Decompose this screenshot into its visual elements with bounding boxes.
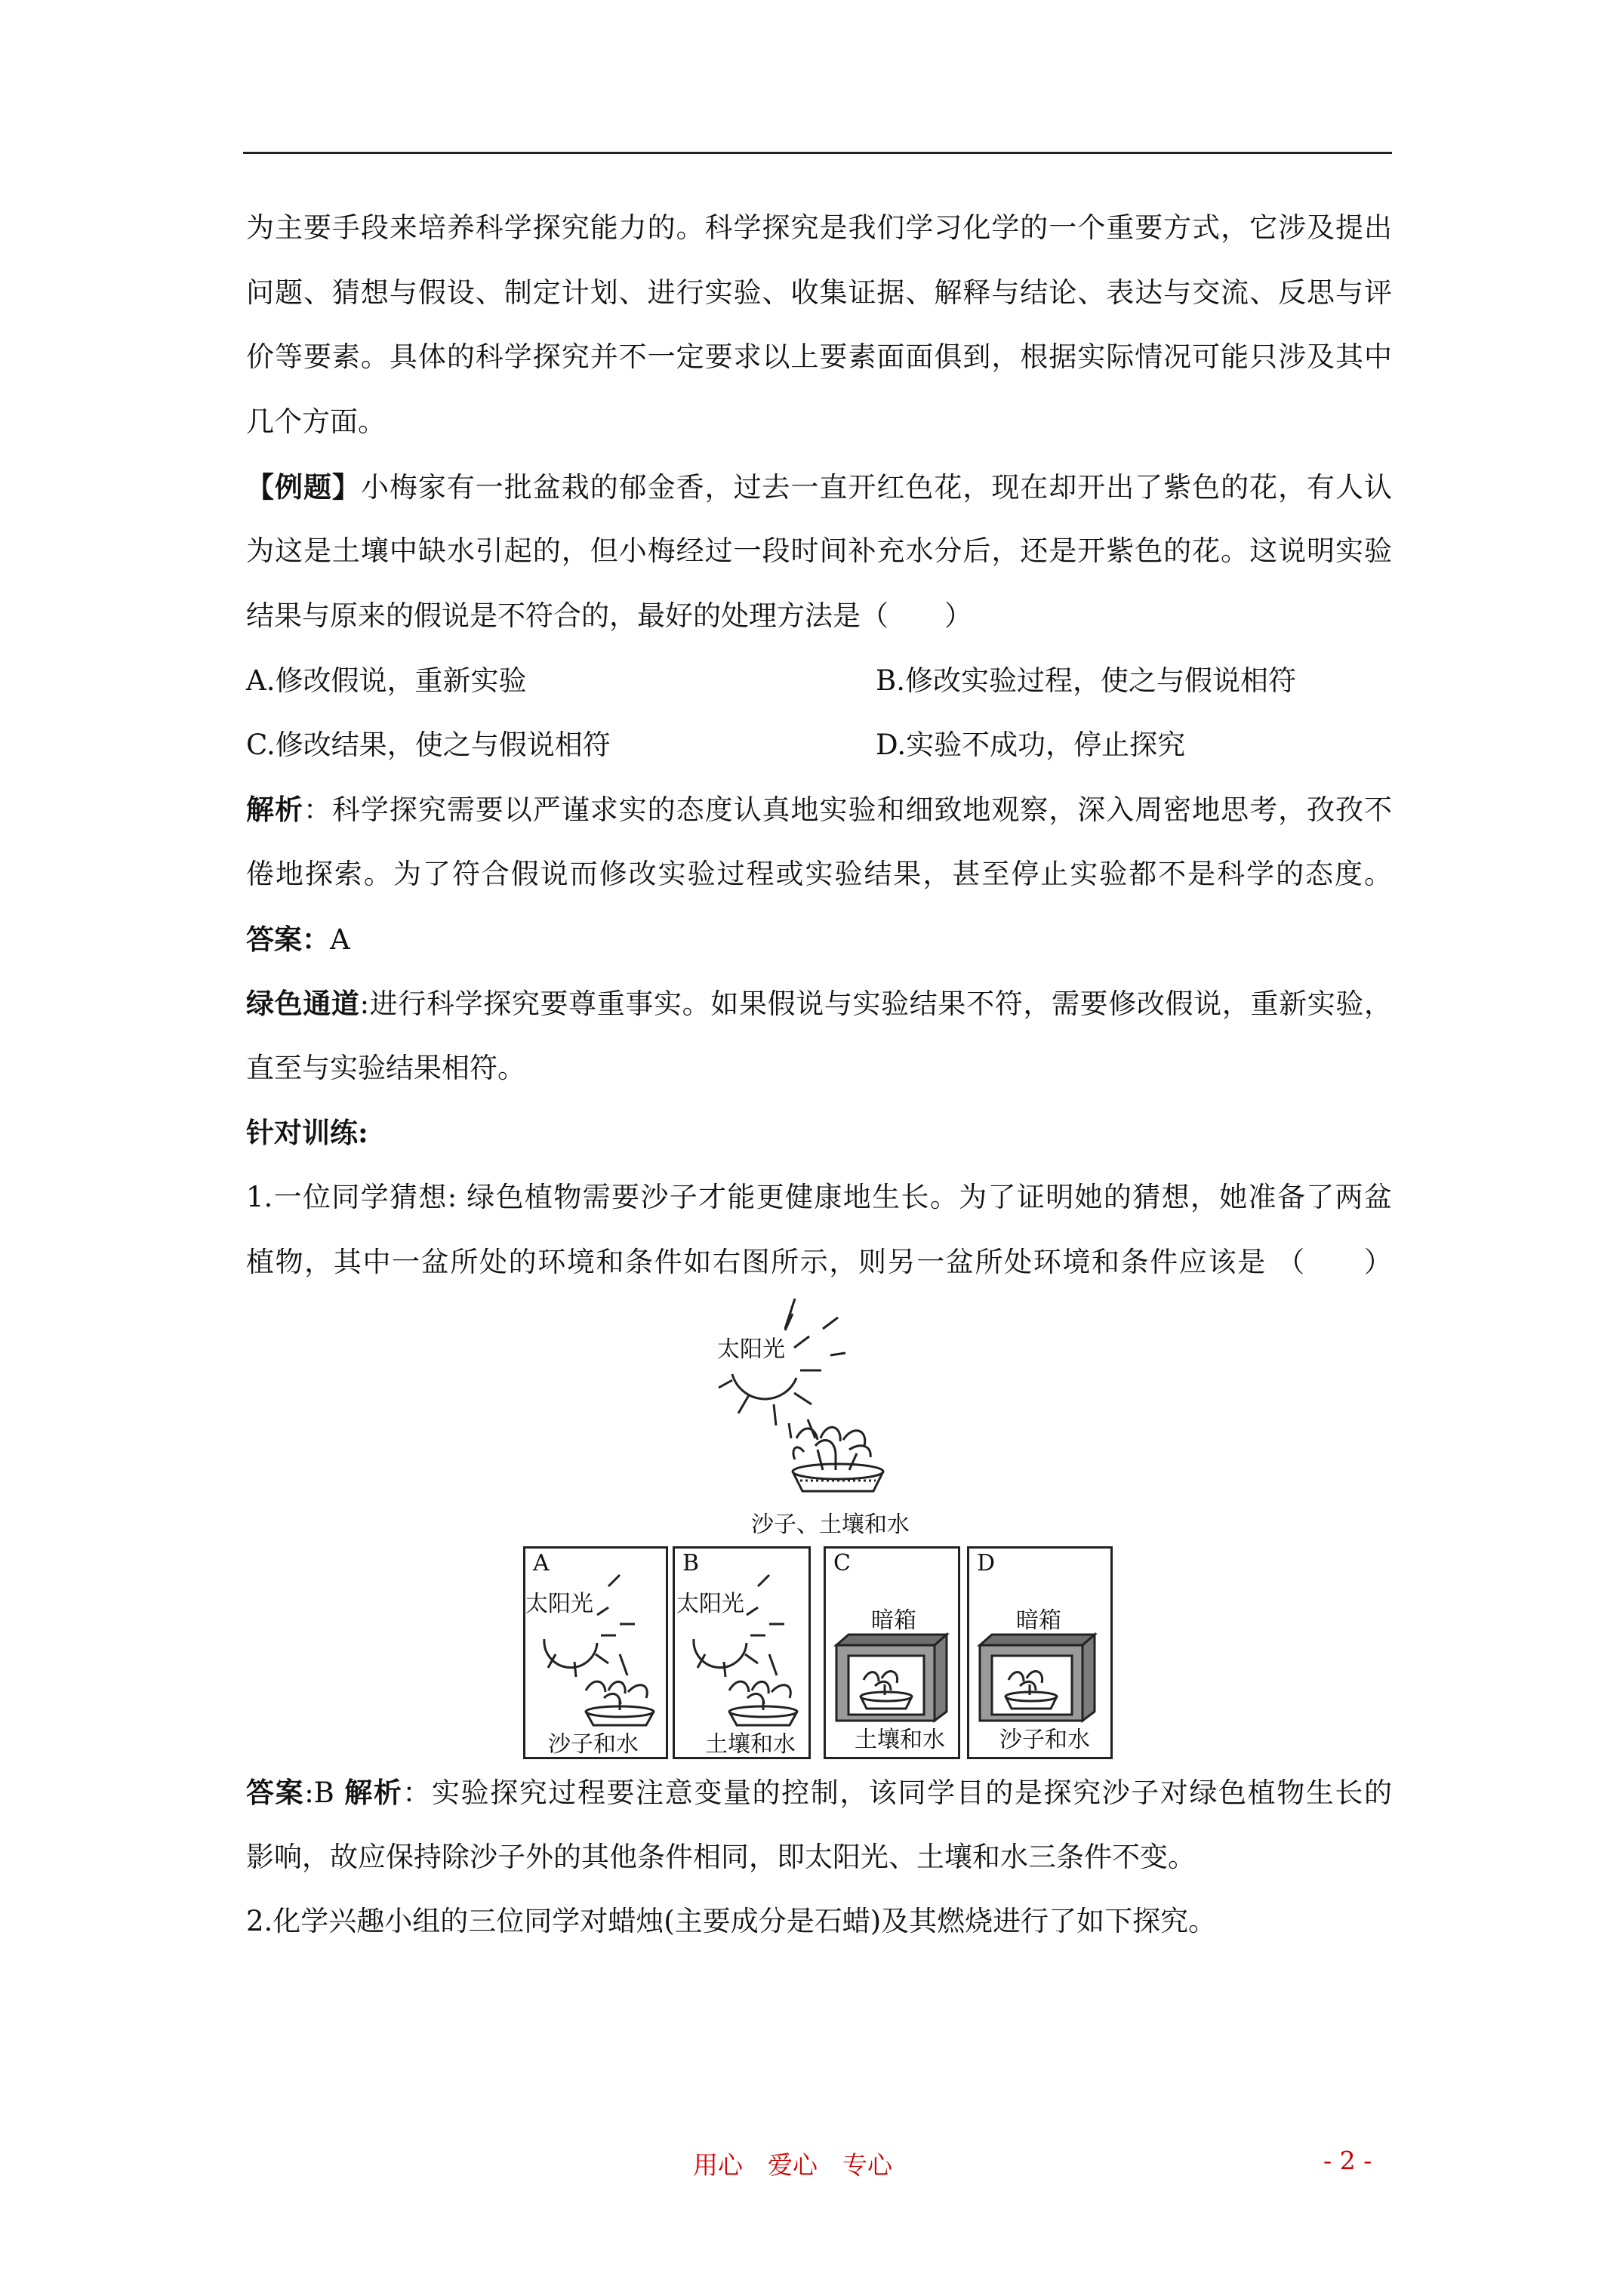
main-sun-label: 太阳光 (717, 1336, 785, 1363)
answer-value: A (330, 923, 350, 956)
main-plant-pot-icon (781, 1416, 895, 1499)
panel-d-dark-box-icon (977, 1633, 1105, 1731)
practice-answer-value: :B (304, 1777, 345, 1809)
practice-analysis-label: 解析 (344, 1776, 403, 1809)
answer-line (246, 923, 350, 957)
analysis-line-1 (246, 793, 1392, 827)
analysis-label: 解析 (246, 793, 303, 826)
example-line-2: 为这是土壤中缺水引起的，但小梅经过一段时间补充水分后，还是开紫色的花。这说明实验 (246, 535, 1392, 567)
panel-b-top: 太阳光 (676, 1591, 744, 1617)
example-line-3: 结果与原来的假说是不符合的，最好的处理方法是（ ） (246, 599, 972, 632)
intro-line-3: 价等要素。具体的科学探究并不一定要求以上要素面面俱到，根据实际情况可能只涉及其中 (246, 341, 1392, 373)
main-caption: 沙子、土壤和水 (751, 1512, 910, 1538)
practice-answer-label: 答案 (246, 1776, 305, 1809)
panel-a-sun-icon (537, 1571, 650, 1684)
intro-line-1: 为主要手段来培养科学探究能力的。科学探究是我们学习化学的一个重要方式，它涉及提出 (246, 211, 1392, 244)
panel-c-top: 暗箱 (871, 1607, 916, 1634)
panel-c-dark-box-icon (833, 1633, 958, 1731)
panel-a (523, 1546, 668, 1759)
panel-b-caption: 土壤和水 (705, 1731, 796, 1758)
example-label: 【例题】 (246, 470, 361, 504)
panel-b-sun-icon (686, 1571, 799, 1684)
panel-a-plant-icon (578, 1677, 661, 1730)
panel-c (824, 1546, 960, 1759)
header-rule (243, 152, 1392, 154)
green-line-1 (246, 987, 1392, 1021)
intro-line-4: 几个方面。 (246, 405, 386, 438)
example-line-1 (246, 470, 1392, 504)
option-d: D.实验不成功，停止探究 (876, 729, 1186, 761)
option-c: C.修改结果，使之与假说相符 (246, 729, 611, 761)
panel-d-top: 暗箱 (1016, 1607, 1061, 1634)
panel-d-letter: D (977, 1550, 996, 1576)
analysis-text-1: ：科学探究需要以严谨求实的态度认真地实验和细致地观察，深入周密地思考，孜孜不 (303, 794, 1393, 826)
practice-analysis-text-1: ：实验探究过程要注意变量的控制，该同学目的是探究沙子对绿色植物生长的 (402, 1777, 1393, 1809)
green-label: 绿色通道 (246, 987, 360, 1020)
practice-heading: 针对训练: (246, 1116, 368, 1149)
panel-a-letter: A (533, 1550, 550, 1576)
q1-line-1: 1.一位同学猜想: 绿色植物需要沙子才能更健康地生长。为了证明她的猜想，她准备了两盆 (246, 1181, 1392, 1213)
page-number: - 2 - (1323, 2146, 1372, 2175)
panel-b-letter: B (682, 1550, 700, 1576)
panel-a-top: 太阳光 (525, 1591, 593, 1617)
panel-a-caption: 沙子和水 (548, 1731, 639, 1758)
panel-d (967, 1546, 1113, 1759)
panel-d-caption: 沙子和水 (999, 1727, 1090, 1753)
intro-line-2: 问题、猜想与假设、制定计划、进行实验、收集证据、解释与结论、表达与交流、反思与评 (246, 276, 1392, 309)
green-line-2: 直至与实验结果相符。 (246, 1052, 525, 1084)
option-a: A.修改假说，重新实验 (246, 664, 527, 697)
option-b: B.修改实验过程，使之与假说相符 (876, 664, 1296, 697)
q2-line: 2.化学兴趣小组的三位同学对蜡烛(主要成分是石蜡)及其燃烧进行了如下探究。 (246, 1905, 1217, 1937)
panel-b (673, 1546, 811, 1759)
practice-analysis-line-2: 影响，故应保持除沙子外的其他条件相同，即太阳光、土壤和水三条件不变。 (246, 1841, 1196, 1873)
panel-c-caption: 土壤和水 (855, 1727, 945, 1753)
practice-answer-line-1 (246, 1776, 1392, 1810)
example-text-1: 小梅家有一批盆栽的郁金香，过去一直开红色花，现在却开出了紫色的花，有人认 (360, 471, 1393, 504)
panel-c-letter: C (833, 1550, 851, 1576)
analysis-line-2: 倦地探索。为了符合假说而修改实验过程或实验结果，甚至停止实验都不是科学的态度。 (246, 858, 1392, 890)
green-text-1: :进行科学探究要尊重事实。如果假说与实验结果不符，需要修改假说，重新实验， (359, 988, 1393, 1020)
q1-line-2: 植物，其中一盆所处的环境和条件如右图所示，则另一盆所处环境和条件应该是 （ ） (246, 1246, 1392, 1278)
panel-b-plant-icon (722, 1677, 805, 1730)
answer-label: 答案： (246, 923, 330, 956)
footer-motto: 用心 爱心 专心 (693, 2150, 892, 2180)
